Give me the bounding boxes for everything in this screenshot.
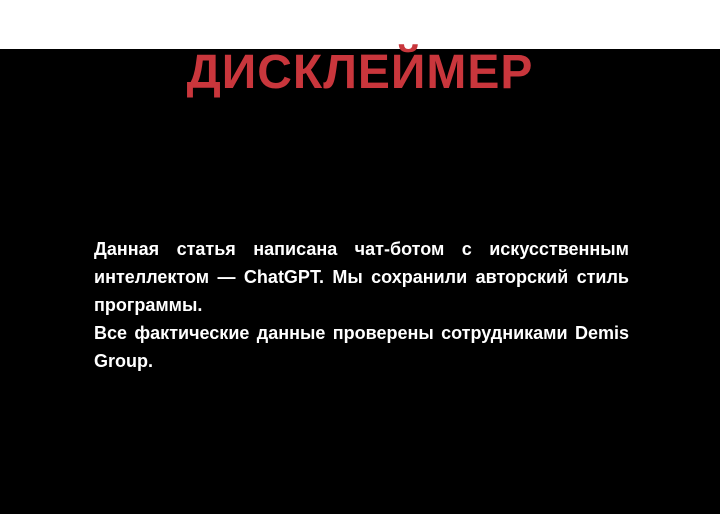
disclaimer-text-block — [94, 235, 629, 375]
page-title: ДИСКЛЕЙМЕР — [186, 46, 534, 99]
disclaimer-slide — [0, 46, 720, 514]
disclaimer-paragraph-verification: Все фактические данные проверены сотрудниками Demis Group. — [94, 323, 629, 371]
disclaimer-paragraph-authorship: Данная статья написана чат-ботом с искусственным интеллектом — ChatGPT. Мы сохранили авторский стиль программы. — [94, 239, 629, 315]
